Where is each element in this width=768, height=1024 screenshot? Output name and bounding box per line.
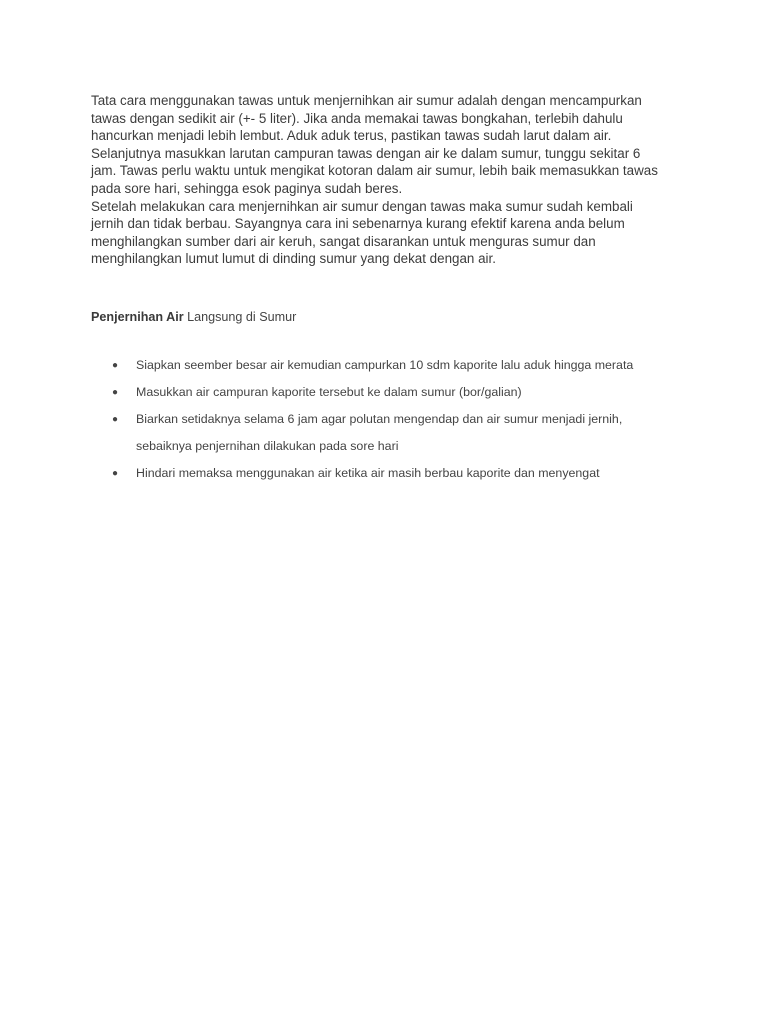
list-item-text: Hindari memaksa menggunakan air ketika air masih berbau kaporite dan menyengat xyxy=(136,466,600,480)
list-item-text: Masukkan air campuran kaporite tersebut ke dalam sumur (bor/galian) xyxy=(136,385,522,399)
bullet-icon: ● xyxy=(112,360,119,371)
paragraph-tawas-result: Setelah melakukan cara menjernihkan air sumur dengan tawas maka sumur sudah kembali jernih dan tidak berbau. Sayangnya cara ini sebenarnya kurang efektif karena anda belum menghilangkan sumber dari air keruh, sangat disarankan untuk menguras sumur dan menghilangkan lumut lumut di dinding sumur yang dekat dengan air. xyxy=(91,198,633,267)
section-heading xyxy=(91,309,296,325)
section-heading-bold: Penjernihan Air xyxy=(91,310,184,324)
bullet-icon: ● xyxy=(112,387,119,398)
section-heading-rest: Langsung di Sumur xyxy=(183,310,297,324)
list-item xyxy=(112,352,712,379)
steps-list xyxy=(112,352,712,487)
bullet-icon: ● xyxy=(112,468,119,479)
list-item-text: Biarkan setidaknya selama 6 jam agar polutan mengendap dan air sumur menjadi jernih, sebaiknya penjernihan dilakukan pada sore hari xyxy=(136,412,623,453)
list-item xyxy=(112,460,712,487)
list-item xyxy=(112,379,712,406)
intro-text xyxy=(91,92,691,268)
paragraph-tawas-method: Tata cara menggunakan tawas untuk menjernihkan air sumur adalah dengan mencampurkan tawas dengan sedikit air (+- 5 liter). Jika anda memakai tawas bongkahan, terlebih dahulu hancurkan menjadi lebih lembut. Aduk aduk terus, pastikan tawas sudah larut dalam air. Selanjutnya masukkan larutan campuran tawas dengan air ke dalam sumur, tunggu sekitar 6 jam. Tawas perlu waktu untuk mengikat kotoran dalam air sumur, lebih baik memasukkan tawas pada sore hari, sehingga esok paginya sudah beres. xyxy=(91,93,658,196)
list-item xyxy=(112,406,712,460)
list-item-text: Siapkan seember besar air kemudian campurkan 10 sdm kaporite lalu aduk hingga merata xyxy=(136,358,634,372)
bullet-icon: ● xyxy=(112,414,119,425)
